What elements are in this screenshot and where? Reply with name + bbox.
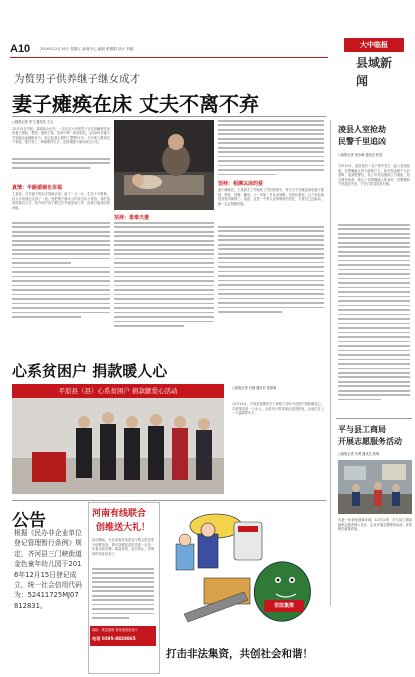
date-line: 2016年12月16日 星期五 新闻中心 编辑 张敬娟 设计 刘娜 <box>40 47 134 51</box>
service-photo <box>338 460 412 514</box>
lower-section-rule <box>12 500 326 501</box>
service-caption: 为进一步优化营商环境，12月以来，平与县工商局组织志愿者深入社区、企业开展志愿服务活动，宣传相关政策法规。 <box>338 518 412 532</box>
ad-footer: 地址：某县某街 有线电视营业厅 <box>92 628 138 632</box>
ad-headline-2: 创维送大礼！ <box>96 523 151 533</box>
right-headline-1: 凌县人室抢劫 <box>338 125 386 134</box>
lead-body: 12月15日早晨，县城某小区内，一名年近六旬的男子正在给瘫痪在床的妻子擦脸、喂饭，他叫王某，是家中唯一的顶梁柱。从2005年妻子突发脑出血瘫痪至今，他已经悉心照料了整整11年。当年他入赘到这个家庭，靠打零工、种地维持生计，还供养继子继女读完大学。 <box>12 126 110 145</box>
right-byline: □临报记者 刘永峰 通讯员 张清 <box>338 153 383 157</box>
poverty-photo <box>12 384 224 494</box>
poverty-photo-banner: 平原县（县）心系贫困户 捐款献爱心活动 <box>12 384 224 398</box>
poverty-title: 心系贫困户 捐款暖人心 <box>12 362 168 380</box>
masthead-text: 大中临报 <box>360 40 388 49</box>
service-byline: □临报记者 苏勇 通讯员 张明 <box>338 452 380 456</box>
right-section-rule <box>336 418 412 419</box>
middle-column-text <box>114 222 214 330</box>
cartoon-tag: 非法集资 <box>273 603 294 609</box>
lead-kicker: 为赘男子供养继子继女成才 <box>14 73 140 85</box>
sidebar-body-continued <box>12 222 110 321</box>
lead-body-continued <box>12 158 110 171</box>
right-body: 今年10月，凌县某村一农户家中发生一起入室抢劫案，犯罪嫌疑人持刀威胁户主，抢走现金数千元后逃窜。接到报警后，县公安局迅速成立专案组，经过缜密侦查，锁定了犯罪嫌疑人的身份，民警辗转千里赶赴外省，于近日将其抓获归案。 <box>338 164 410 187</box>
right-column-divider <box>330 120 331 606</box>
section-name: 县域新闻 <box>356 56 393 88</box>
ad-body-continued <box>92 568 154 622</box>
right-body-continued <box>338 224 410 403</box>
ad-headline: 河南有线联合 <box>92 509 147 519</box>
middle-body: 妻子瘫痪后，王某辞去了外地的工作回到家中，每天天不亮就起床给妻子做饭、擦身、按摩、翻身，十一年如一日从未间断。邻居们都说，这个家如果没有他早就散了。他说，这是一个男人应该承担的责任，只要自己还能动，就一定会照顾好她。 <box>218 188 324 206</box>
sidebar-body: 王某说，当年妻子的前夫因病去世，留下一儿一女，生活十分艰难。经人介绍他们走到了一起。他把继子继女当作亲生孩子看待，省吃俭用供他们上学，如今两个孩子都已在外地参加工作，经常打电话回家问候。 <box>12 192 110 210</box>
lead-photo <box>114 120 214 210</box>
middle-heading-2: 坚持：相濡以沫的爱 <box>218 181 264 187</box>
cartoon-illustration <box>164 504 330 642</box>
lead-rule <box>12 116 326 117</box>
notice-body: 根据《民办非企业单位登记管理暂行条例》规定，齐河县三门峡街道金色童年幼儿园于2016年12月15日登记成立，统一社会信用代码为：52411725MJ07812831。 <box>14 529 82 610</box>
lead-byline: □临报记者 李飞 通讯员 王玉 <box>12 120 54 124</box>
poverty-caption-byline: □临报记者 付静 通讯员 张振明 <box>232 386 277 390</box>
third-column-text-top <box>218 120 324 178</box>
service-headline-2: 开展志愿服务活动 <box>338 437 402 446</box>
ad-body: 活动期间，凡在河南有线营业厅购买指定型号创维电视，即可获赠高清机顶盒一台及一年基本收视费。数量有限，送完即止。详情请咨询各营业厅。 <box>92 538 154 556</box>
page-code: A10 <box>10 43 31 55</box>
lead-headline: 妻子瘫痪在床 丈夫不离不弃 <box>12 92 259 116</box>
middle-heading-1: 坚持：患难夫妻 <box>114 215 150 221</box>
masthead-logo <box>344 38 404 52</box>
bottom-slogan: 打击非法集资，共创社会和谐！ <box>166 648 313 660</box>
third-column-text-bottom <box>218 226 324 316</box>
sidebar-heading: 真情：半路婚姻也幸福 <box>12 185 63 191</box>
service-headline-1: 平与县工商局 <box>338 425 386 434</box>
notice-title: 公告 <box>12 511 46 531</box>
header-rule <box>10 57 328 58</box>
ad-phone: 电话 0395-8828865 <box>92 636 136 641</box>
right-headline-2: 民警千里追凶 <box>338 137 386 146</box>
poverty-caption-body: 12月14日，平原县某镇机关干部职工纷纷为贫困户捐款献爱心，共募集善款一万余元，全部用于帮扶辖区贫困家庭，让他们过上一个温暖的冬天。 <box>232 402 324 416</box>
